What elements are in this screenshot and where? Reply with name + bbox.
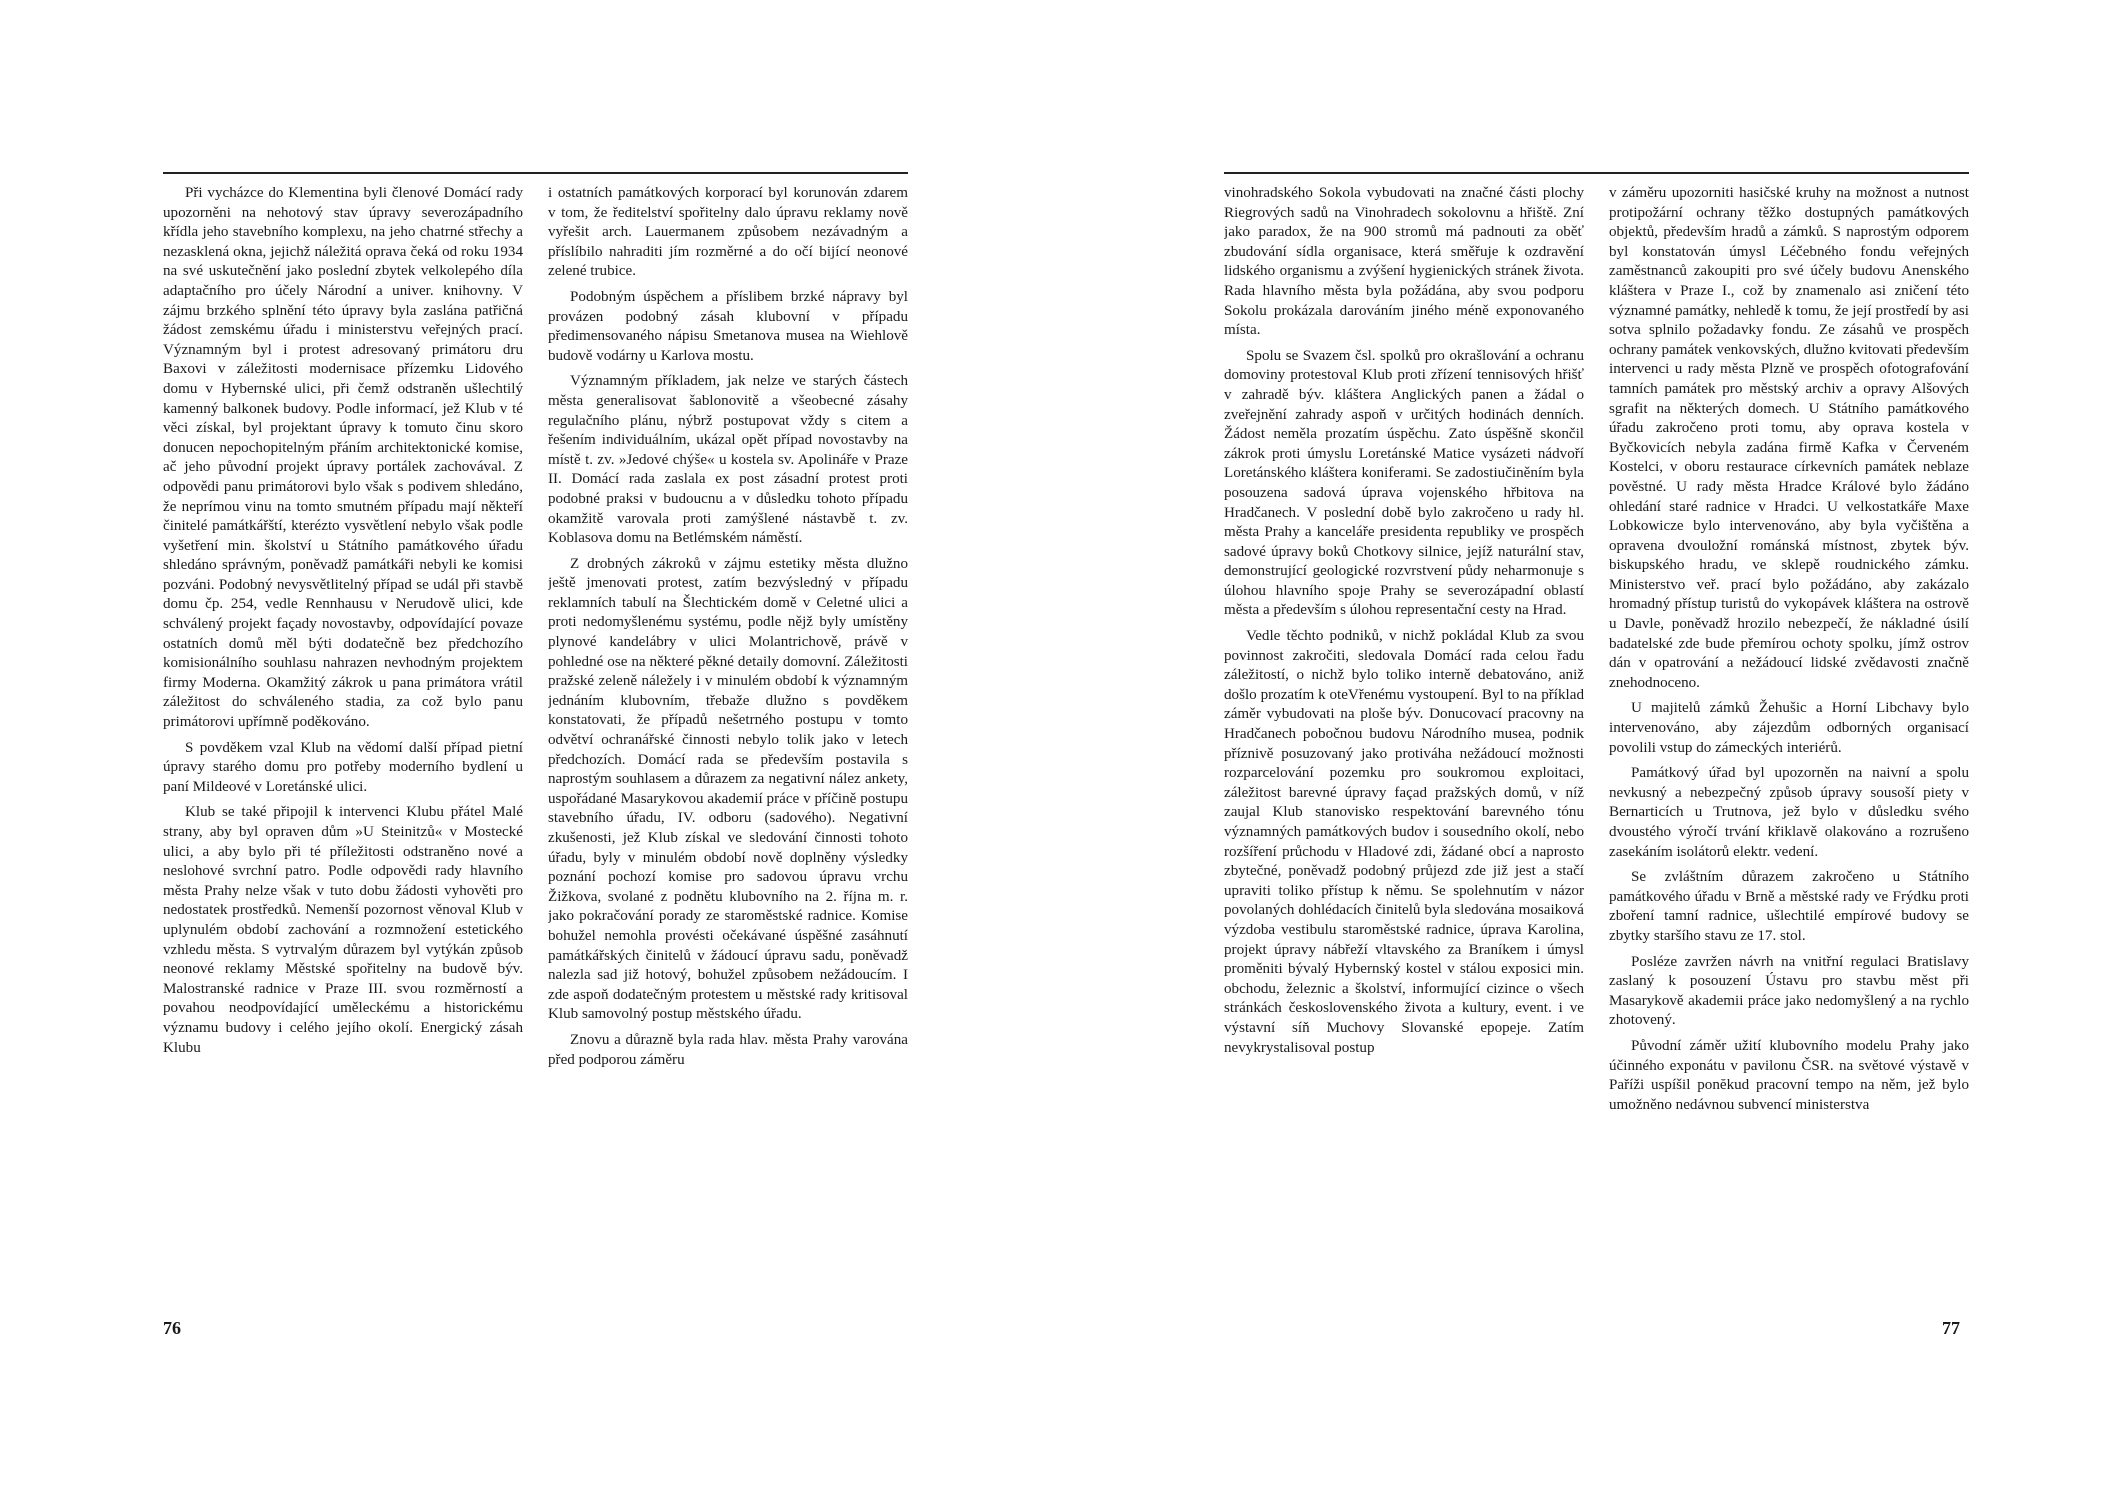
paragraph: Podobným úspěchem a příslibem brzké nápravy byl provázen podobný zásah klubovní v případu předimensovaného nápisu Smetanova musea na Wiehlově budově vodárny u Karlova mostu. [548,288,908,364]
paragraph: Se zvláštním důrazem zakročeno u Státního památkového úřadu v Brně a městské rady ve Frýdku proti zboření tamní radnice, ušlechtilé empírové budovy se zbytky staršího stavu ze 17. stol. [1609,869,1969,944]
paragraph: i ostatních památkových korporací byl korunován zdarem v tom, že ředitelství spořitelny dalo úpravu reklamy nově vyřešit arch. Lauermanem způsobem nezávadným a příslíbilo nahraditi jím rozměrné a do očí bijící neonové zelené trubice. [548,185,908,280]
paragraph: Při vycházce do Klementina byli členové Domácí rady upozorněni na nehotový stav úpravy severozápadního křídla jeho stavebního komplexu, na jeho chatrné střechy a nezasklená okna, jejichž náležitá oprava čeká od roku 1934 na své uskutečnění jako poslední zbytek velkolepého díla adaptačního pro účely Národní a univer. knihovny. V zájmu brzkého splnění této úpravy byla zaslána patřičná žádost zemskému úřadu i ministerstvu veřejných prací. Významným byl i protest adresovaný primátoru dru Baxovi v záležitosti modernisace přízemku Lidového domu v Hybernské ulici, při čemž odstraněn ušlechtilý kamenný balkonek budovy. Podle informací, jež Klub v té věci získal, byl projektant úpravy k tomuto činu skoro donucen nepochopitelným přáním architektonické komise, ač jeho původní projekt úpravy portálek zachovával. Z odpovědi panu primátorovi bylo však s podivem shledáno, že neprímou vinu na tomto smutném případu mají někteří činitelé památkářští, kterézto vysvětlení nebylo však podle vyšetření min. školství u Státního památkového úřadu shledáno správným, poněvadž památkáři nebyli ke komisi pozváni. Podobný nevysvětlitelný případ se udál při stavbě domu čp. 254, vedle Rennhausu v Nerudově ulici, kde schválený projekt façady novostavby, odpovídající povaze ostatních domů měl býti dodatečně bez předchozího komisionálního souhlasu nahrazen nevhodným projektem firmy Moderna. Okamžitý zákrok u pana primátora vrátil záležitost do schváleného stadia, za což bylo panu primátorovi upřímně poděkováno. [163,185,523,731]
page-number: 76 [163,1318,181,1338]
header-rule [163,172,908,174]
paragraph: Klub se také připojil k intervenci Klubu přátel Malé strany, aby byl opraven dům »U Steinitzů« v Mostecké ulici, a aby bylo při té příležitosti odstraněno nové a neslohové svrchní patro. Podle odpovědi rady hlavního města Prahy nelze však v tuto dobu žádosti vyhověti pro nedostatek prostředků. Nemenší pozornost věnoval Klub v uplynulém období zachování a rozmnožení estetického vzhledu města. S vytrvalým důrazem byl vytýkán způsob neonové reklamy Městské spořitelny na budově býv. Malostranské radnice v Praze III. svou rozměrností a povahou neodpovídající uměleckému a historickému významu budovy i celého jejího okolí. Energický zásah Klubu [163,804,523,1056]
left-column-1 [163,184,523,1284]
paragraph: Znovu a důrazně byla rada hlav. města Prahy varována před podporou záměru [548,1031,908,1068]
header-rule [1224,172,1969,174]
paragraph: Z drobných zákroků v zájmu estetiky města dlužno ještě jmenovati protest, zatím bezvýsledný v případu reklamních tabulí na Šlechtickém domě v Celetné ulici a proti nedomyšlenému systému, podle nějž byly umístěny plynové kandelábry v ulici Molantrichově, právě v pohledné ose na některé pěkné detaily domovní. Záležitosti pražské zeleně náležely i v minulém období k významným jednáním klubovním, třebaže dlužno s povděkem konstatovati, že případů nešetrného postupu v tomto odvětví ochranářské činnosti nebylo tolik jako v letech předchozích. Domácí rada se především postavila s naprostým souhlasem a důrazem za negativní nález ankety, uspořádané Masarykovou akademií práce v příčině postupu stavebního úřadu, IV. odboru (sadového). Negativní zkušenosti, jež Klub získal ve sledování činnosti tohoto úřadu, byly v minulém období nově doplněny výsledky poznání pochozí komise pro sadovou úpravu vrchu Žižkova, svolané z podnětu klubovního na 2. října m. r. jako pokračování porady ze staroměstské radnice. Komise bohužel nemohla provésti očekávané úspěšné zasáhnutí památkářských činitelů v žádoucí úpravu sadu, poněvadž nalezla sad již hotový, bohužel způsobem nežádoucím. I zde aspoň dodatečným protestem u městské rady kritisoval Klub samovolný postup městského úřadu. [548,555,908,1023]
paragraph: Vedle těchto podniků, v nichž pokládal Klub za svou povinnost zakročiti, sledovala Domácí rada celou řadu záležitostí, o nichž bylo toliko interně debatováno, aniž došlo prozatím k oteVřenému vystoupení. Byl to na příklad záměr vybudovati na ploše býv. Donucovací pracovny na Hradčanech pobočnou budovu Národního musea, podnik příznivě posuzovaný jako protiváha nežádoucí možnosti rozparcelování pozemku pro soukromou exploitaci, záležitost barevné úpravy façad pražských domů, v níž zaujal Klub stanovisko respektování barevného tónu významných památkových budov i sousedního okolí, nebo rozšíření průchodu v Hladové zdi, žádané obcí a naprosto zbytečné, poněvadž podobný průjezd zde již jest a stačí upraviti toliko přístup k němu. Se spolehnutím v názor povolaných dohlédacích činitelů byla sledována mosaiková výzdoba vestibulu staroměstské radnice, úprava Karolina, projekt úpravy nábřeží vltavského za Braníkem i úmysl proměniti bývalý Hybernský kostel v stálou exposici min. obchodu, železnic a školství, informující cizince o všech stránkách československého života a kultury, event. i ve výstavní síň Muchovy Slovanské epopeje. Zatím nevykrystalisoval postup [1224,628,1584,1056]
paragraph: Spolu se Svazem čsl. spolků pro okrašlování a ochranu domoviny protestoval Klub proti zřízení tennisových hřišť v zahradě býv. kláštera Anglických panen a žádal o zveřejnění zahrady aspoň v určitých hodinách denních. Žádost neměla prozatím úspěchu. Zato úspěšně skončil zákrok proti úmyslu Loretánské Matice vysázeti nádvoří Loretánského kláštera koniferami. Se zadostiučiněním byla posouzena sadová úprava vojenského hřbitova na Hradčanech. V poslední době bylo zakročeno u rady hl. města Prahy a kanceláře presidenta republiky ve prospěch sadové úpravy boků Chotkovy silnice, jejíž naturální stav, demonstrující geologické rozvrstvení půdy neharmonuje s úlohou hlavního spoje Prahy se severozápadní oblastí města a především s úlohou representační cesty na Hrad. [1224,347,1584,619]
paragraph: S povděkem vzal Klub na vědomí další případ pietní úpravy starého domu pro potřeby moderního bydlení u paní Mildeové v Loretánské ulici. [163,739,523,795]
right-column-2 [1609,184,1969,1284]
right-column-1 [1224,184,1584,1284]
paragraph: Památkový úřad byl upozorněn na naivní a spolu nevkusný a nebezpečný způsob úpravy sousoší piety v Bernarticích u Trutnova, jež bylo v důsledku svého dvoustého výročí trvání křiklavě olakováno a rozrušeno zasekáním isolátorů elektr. vedení. [1609,765,1969,860]
paragraph: v záměru upozorniti hasičské kruhy na možnost a nutnost protipožární ochrany těžko dostupných památkových objektů, především hradů a zámků. S naprostým odporem byl konstatován úmysl Léčebného fondu veřejných zaměstnanců zakoupiti pro své účely budovu Anenského kláštera v Praze I., což by znamenalo asi zničení této významné památky, nehledě k tomu, že její prostředí by asi sotva splnilo požadavky fondu. Ze zásahů ve prospěch ochrany památek venkovských, dlužno kvitovati především intervenci u rady města Plzně ve prospěch ofotografování tamních památek pro městský archiv a opravy Alšových sgrafit na některých domech. U Státního památkového úřadu zakročeno proti tomu, aby oprava kostela v Byčkovicích nebyla zadána firmě Kafka v Červeném Kostelci, v oboru restaurace církevních památek neblaze pověstné. U rady města Hradce Králové bylo žádáno ohledání staré radnice v Hradci. U velkostatkáře Maxe Lobkowicze bylo intervenováno, aby byla vyčištěna a opravena dvouložní románská místnost, zbytek býv. biskupského hradu, ve sklepě roudnického zámku. Ministerstvo veř. prací bylo požádáno, aby zakázalo hromadný přístup turistů do vykopávek kláštera na ostrově u Davle, poněvadž hrozilo nebezpečí, že nákladné úsilí badatelské zde bude přemírou ochoty spolku, jímž ostrov dán v opatrování a nežádoucí lidské zvědavosti značně znehodnoceno. [1609,185,1969,691]
right-page [1057,0,2114,1500]
paragraph: Posléze zavržen návrh na vnitřní regulaci Bratislavy zaslaný k posouzení Ústavu pro stavbu měst při Masarykově akademii práce jako nedomyšlený a na rychlo zhotovený. [1609,953,1969,1029]
paragraph: Významným příkladem, jak nelze ve starých částech města generalisovat šablonovitě a všeobecné zásahy regulačního plánu, nýbrž postupovat vždy s citem a řešením individuálním, ukázal opět případ novostavby na místě t. zv. »Jedové chýše« u kostela sv. Apolináře v Praze II. Domácí rada zaslala ex post zásadní protest proti podobné praksi v budoucnu a v důsledku tohoto případu okamžitě varovala proti zamýšlené nástavbě t. zv. Koblasova domu na Betlémském náměstí. [548,373,908,547]
paragraph: vinohradského Sokola vybudovati na značné části plochy Riegrových sadů na Vinohradech sokolovnu a hřiště. Zní jako paradox, že na 900 stromů má padnouti za oběť zbudování sídla organisace, která směřuje k ozdravění lidského organismu a zvýšení hygienických stránek života. Rada hlavního města byla požádána, aby svou podporu Sokolu prokázala darováním jiného méně exponovaného místa. [1224,185,1584,339]
left-column-2 [548,184,908,1284]
page-number: 77 [1942,1318,1960,1338]
paragraph: U majitelů zámků Žehušic a Horní Libchavy bylo intervenováno, aby zájezdům odborných organisací povolili vstup do zámeckých interiérů. [1609,700,1969,756]
paragraph: Původní záměr užití klubovního modelu Prahy jako účinného exponátu v pavilonu ČSR. na světové výstavě v Paříži uspíšil ponĕkud pracovní tempo na něm, jež bylo umožněno nedávnou subvencí ministerstva [1609,1037,1969,1113]
